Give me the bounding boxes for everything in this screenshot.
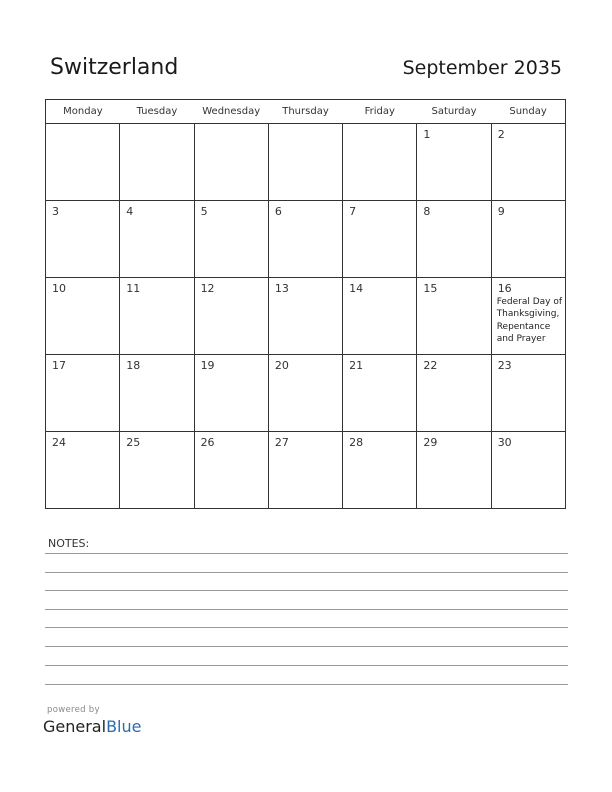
weekday-header-row [46,100,566,124]
notes-line [45,553,568,554]
day-number: 7 [349,205,357,218]
day-number: 28 [349,436,364,449]
day-number: 21 [349,359,364,372]
calendar-country-title: Switzerland [50,55,179,80]
day-cell [491,278,565,355]
day-number: 22 [423,359,438,372]
day-number: 6 [274,205,282,218]
holiday-event: Federal Day of Thanksgiving, Repentance and Prayer [496,297,563,344]
day-cell [268,124,342,201]
week-row [46,278,566,355]
day-number: 25 [126,436,141,449]
day-number: 16 [497,282,512,295]
day-cell [194,124,268,201]
day-number: 10 [52,282,66,295]
day-number: 18 [126,359,141,372]
day-number: 5 [200,205,208,218]
day-cell [268,355,342,432]
day-cell [46,201,120,278]
calendar-grid [45,99,566,509]
day-cell [491,432,565,509]
generalblue-logo[interactable] [43,717,141,736]
day-number: 19 [200,359,215,372]
day-cell [46,278,120,355]
day-cell [343,201,417,278]
day-cell [194,355,268,432]
day-number: 2 [497,128,505,141]
notes-label: NOTES: [48,537,90,550]
day-number: 1 [423,128,431,141]
notes-line [45,646,568,647]
notes-line [45,572,568,573]
notes-line [45,665,568,666]
notes-line [45,684,568,685]
day-cell [343,432,417,509]
day-cell [120,278,194,355]
weekday-header: Monday [46,100,120,124]
day-cell [46,432,120,509]
powered-by-text: powered by [47,705,100,715]
notes-line [45,590,568,591]
day-number: 14 [349,282,364,295]
day-cell [268,201,342,278]
week-row [46,355,566,432]
day-cell [120,201,194,278]
weekday-header: Thursday [268,100,342,124]
day-cell [491,355,565,432]
week-row [46,201,566,278]
day-cell [417,201,491,278]
day-cell [194,278,268,355]
weekday-header: Saturday [417,100,491,124]
day-number: 26 [200,436,215,449]
day-number: 15 [423,282,438,295]
day-cell [491,201,565,278]
day-number: 9 [497,205,505,218]
day-number: 29 [423,436,438,449]
day-number: 23 [497,359,512,372]
day-cell [491,124,565,201]
day-cell [417,278,491,355]
week-row [46,432,566,509]
day-cell [46,355,120,432]
day-cell [268,278,342,355]
day-number: 12 [200,282,215,295]
day-cell [417,355,491,432]
day-number: 27 [274,436,289,449]
day-cell [417,124,491,201]
day-number: 30 [497,436,512,449]
day-number: 24 [52,436,66,449]
day-cell [343,355,417,432]
notes-line [45,627,568,628]
weekday-header: Friday [343,100,417,124]
weekday-header: Tuesday [120,100,194,124]
day-cell [343,124,417,201]
notes-line [45,609,568,610]
day-cell [194,432,268,509]
weekday-header: Wednesday [194,100,268,124]
brand-general: General [43,717,107,736]
day-cell [120,124,194,201]
day-cell [194,201,268,278]
day-number: 4 [126,205,134,218]
day-number: 17 [52,359,66,372]
day-cell [46,124,120,201]
calendar-weeks [46,124,566,509]
day-number: 11 [126,282,141,295]
week-row [46,124,566,201]
calendar-month-title: September 2035 [402,57,562,79]
day-cell [343,278,417,355]
day-number: 3 [52,205,59,218]
day-cell [268,432,342,509]
weekday-header: Sunday [491,100,565,124]
brand-blue: Blue [106,717,142,736]
day-number: 8 [423,205,431,218]
day-number: 13 [274,282,289,295]
day-cell [417,432,491,509]
day-cell [120,432,194,509]
day-number: 20 [274,359,289,372]
day-cell [120,355,194,432]
